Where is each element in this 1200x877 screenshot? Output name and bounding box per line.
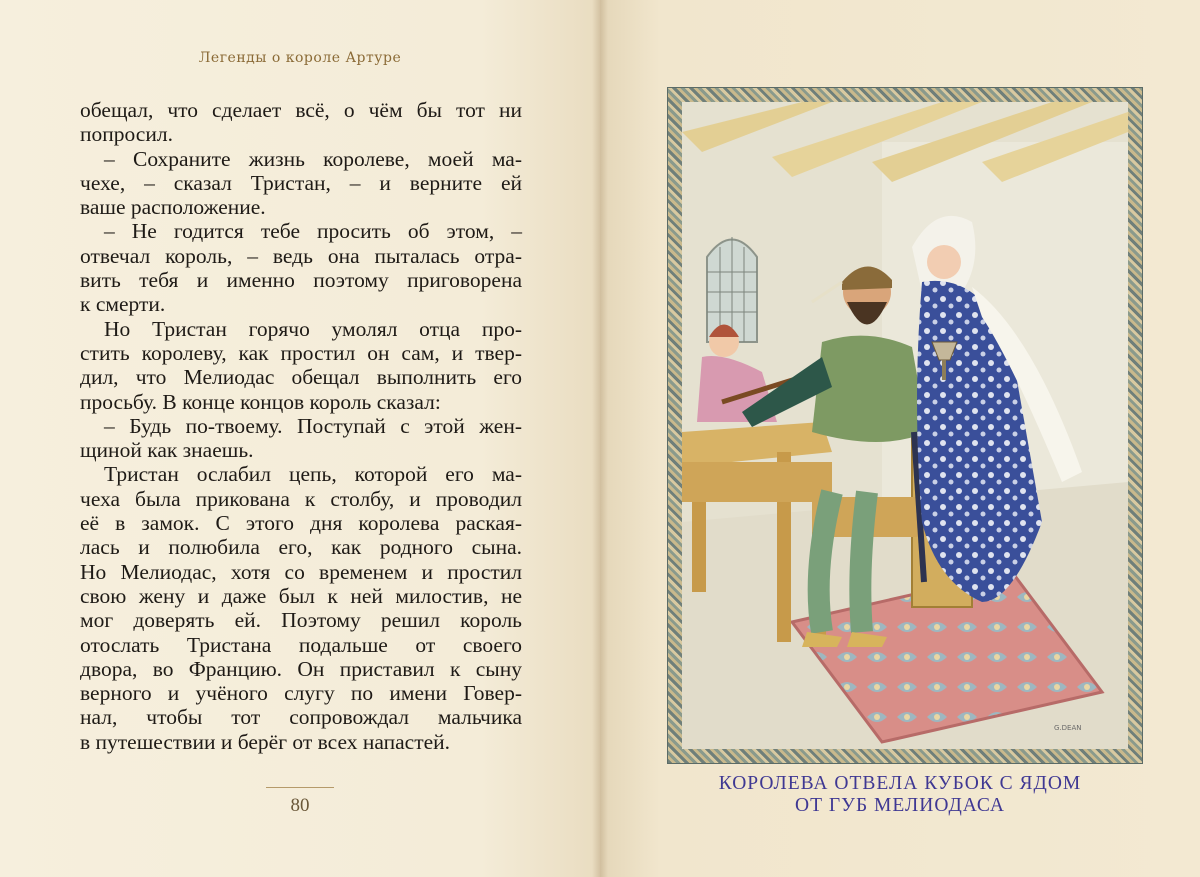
text-line: свою жену и даже был к ней милостив, не — [80, 583, 522, 608]
page-number-rule — [266, 787, 334, 788]
text-line: Но Мелиодас, хотя со временем и простил — [80, 559, 522, 584]
text-line: ваше расположение. — [80, 195, 266, 220]
text-line: – Будь по-твоему. Поступай с этой жен- — [104, 413, 522, 438]
text-line: к смерти. — [80, 292, 166, 317]
text-line: щиной как знаешь. — [80, 438, 254, 463]
text-line: лась и полюбила его, как родного сына. — [80, 535, 522, 560]
text-line: Тристан ослабил цепь, которой его ма- — [104, 462, 522, 487]
text-line: чеха была прикована к столбу, и проводил — [80, 486, 522, 511]
king-leg — [819, 492, 832, 632]
artist-signature: G.DEAN — [1054, 724, 1082, 732]
text-line: обещал, что сделает всё, о чём бы тот ни — [80, 98, 522, 122]
text-line: отослать Тристана подальше от своего — [80, 632, 522, 657]
caption-line-2: ОТ ГУБ МЕЛИОДАСА — [795, 795, 1005, 816]
text-line: верного и учёного слугу по имени Говер- — [80, 681, 522, 706]
goblet-stem — [942, 360, 946, 380]
text-line: вить тебя и именно поэтому приговорена — [80, 268, 522, 293]
queen-face — [927, 245, 961, 279]
running-head: Легенды о короле Артуре — [198, 50, 402, 66]
illustration — [682, 102, 1128, 749]
text-line: двора, во Францию. Он приставил к сыну — [80, 656, 522, 681]
text-line: Но Тристан горячо умолял отца про- — [104, 316, 522, 341]
text-line: просьбу. В конце концов король сказал: — [80, 389, 441, 414]
king-leg — [860, 492, 867, 632]
text-line: нал, чтобы тот сопровождал мальчика — [80, 705, 522, 730]
text-line: мог доверять ей. Поэтому решил король — [80, 608, 522, 633]
text-line: её в замок. С этого дня королева раская- — [80, 511, 522, 536]
text-line: стить королеву, как простил он сам, и твер- — [80, 340, 522, 365]
book-gutter — [592, 0, 608, 877]
right-page — [600, 0, 1200, 877]
illustration-frame — [668, 88, 1142, 763]
text-line: чехе, – сказал Тристан, – и верните ей — [80, 170, 522, 195]
text-line: – Сохраните жизнь королеве, моей ма- — [104, 146, 522, 171]
text-line: попросил. — [80, 122, 173, 147]
illustration-caption — [600, 773, 1200, 817]
body-text — [80, 98, 522, 754]
text-line: – Не годится тебе просить об этом, – — [104, 219, 522, 244]
king-tunic — [812, 336, 927, 442]
page-number: 80 — [290, 795, 310, 816]
table-apron — [682, 462, 832, 502]
text-line: в путешествии и берёг от всех напастей. — [80, 729, 451, 754]
text-line: дил, что Мелиодас обещал выполнить его — [80, 365, 522, 390]
caption-line-1: КОРОЛЕВА ОТВЕЛА КУБОК С ЯДОМ — [718, 773, 1082, 794]
illustration-scene — [682, 102, 1128, 749]
text-line: отвечал король, – ведь она пыталась отра- — [80, 243, 522, 268]
